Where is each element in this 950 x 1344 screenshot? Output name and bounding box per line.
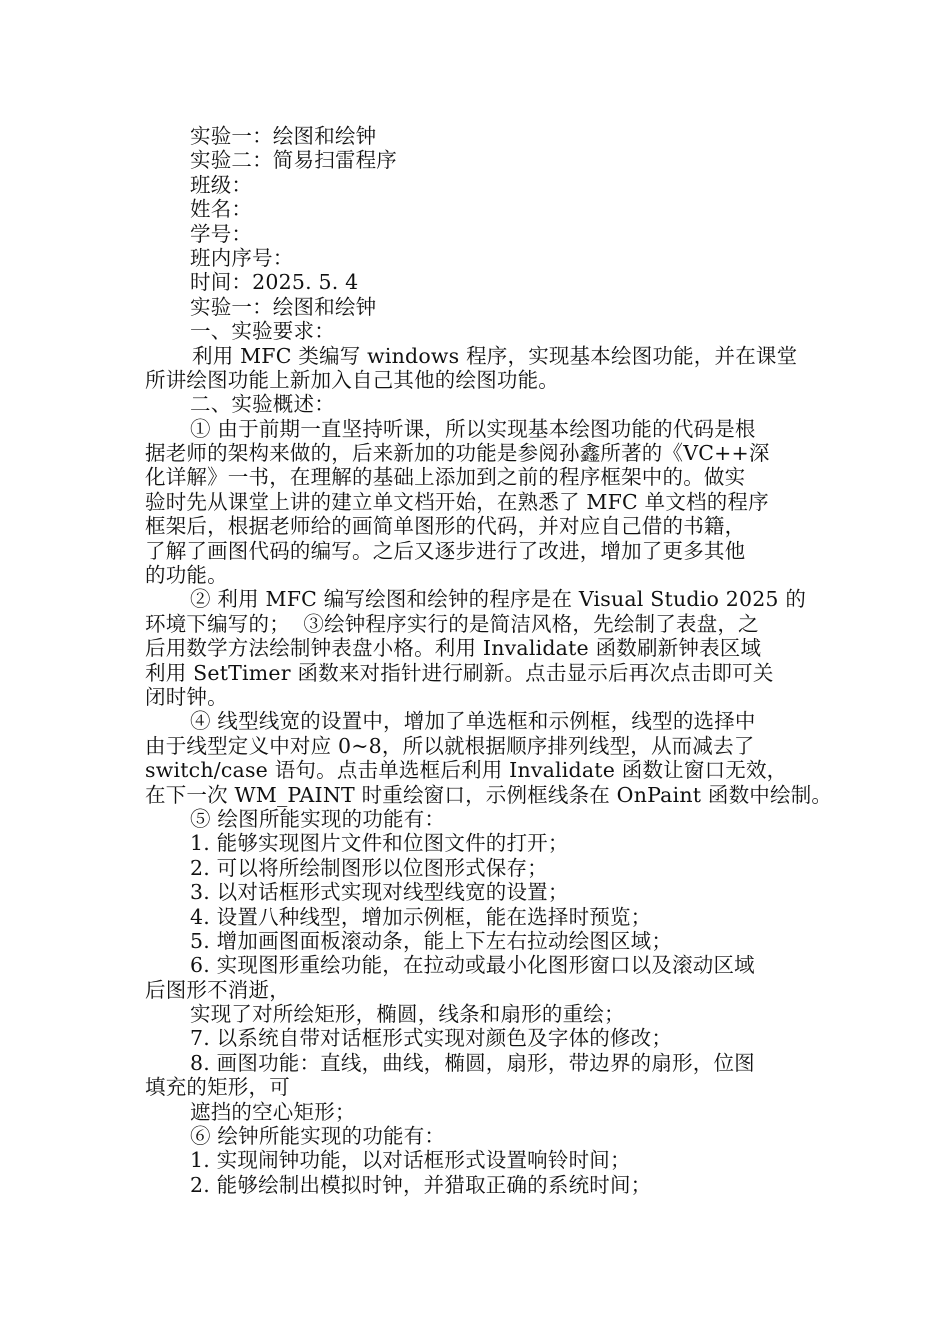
text-line: 实验二：简易扫雷程序 <box>190 148 397 173</box>
text-line: 一、实验要求： <box>190 319 335 344</box>
text-line: 了解了画图代码的编写。之后又逐步进行了改进，增加了更多其他 <box>145 538 746 563</box>
text-line: 时间：2025. 5. 4 <box>190 270 359 295</box>
text-line: 1. 能够实现图片文件和位图文件的打开； <box>190 831 569 856</box>
text-line: 1. 实现闹钟功能，以对话框形式设置响铃时间； <box>190 1148 631 1173</box>
text-line: 4. 设置八种线型，增加示例框，能在选择时预览； <box>190 904 652 929</box>
text-line: 后图形不消逝， <box>145 977 290 1002</box>
text-line: 框架后，根据老师给的画简单图形的代码，并对应自己借的书籍， <box>145 514 746 539</box>
text-line: 班级： <box>190 172 253 197</box>
text-line: 利用 MFC 类编写 windows 程序，实现基本绘图功能，并在课堂 <box>192 343 798 368</box>
text-line: 8. 画图功能：直线，曲线，椭圆，扇形，带边界的扇形，位图 <box>190 1050 755 1075</box>
text-line: 7. 以系统自带对话框形式实现对颜色及字体的修改； <box>190 1026 673 1051</box>
text-line: 2. 可以将所绘制图形以位图形式保存； <box>190 855 548 880</box>
text-line: 闭时钟。 <box>145 684 228 709</box>
text-line: 的功能。 <box>145 563 228 588</box>
text-line: 6. 实现图形重绘功能，在拉动或最小化图形窗口以及滚动区域 <box>190 953 755 978</box>
text-line: 化详解》一书，在理解的基础上添加到之前的程序框架中的。做实 <box>145 465 746 490</box>
text-line: 所讲绘图功能上新加入自己其他的绘图功能。 <box>145 367 559 392</box>
text-line: 实验一：绘图和绘钟 <box>190 124 377 148</box>
text-line: 5. 增加画图面板滚动条，能上下左右拉动绘图区域； <box>190 928 673 953</box>
text-line: 据老师的架构来做的，后来新加的功能是参阅孙鑫所著的《VC++深 <box>145 441 770 466</box>
text-line: 利用 SetTimer 函数来对指针进行刷新。点击显示后再次点击即可关 <box>145 660 774 685</box>
text-line: 填充的矩形，可 <box>145 1075 290 1100</box>
text-line: 验时先从课堂上讲的建立单文档开始，在熟悉了 MFC 单文档的程序 <box>145 489 769 514</box>
text-line: 由于线型定义中对应 0~8，所以就根据顺序排列线型，从而减去了 <box>145 733 755 758</box>
text-line: 后用数学方法绘制钟表盘小格。利用 Invalidate 函数刷新钟表区域 <box>145 636 762 661</box>
text-line: ⑥ 绘钟所能实现的功能有： <box>190 1124 446 1149</box>
text-line: 二、实验概述： <box>190 392 335 417</box>
text-line: 2. 能够绘制出模拟时钟，并猎取正确的系统时间； <box>190 1172 652 1197</box>
text-line: 学号： <box>190 221 253 246</box>
text-line: 班内序号： <box>190 245 294 270</box>
text-line: 3. 以对话框形式实现对线型线宽的设置； <box>190 880 569 905</box>
text-line: 实验一：绘图和绘钟 <box>190 294 377 319</box>
text-line: 遮挡的空心矩形； <box>190 1099 356 1124</box>
document-body <box>145 124 833 1197</box>
text-line: ② 利用 MFC 编写绘图和绘钟的程序是在 Visual Studio 2025 的 <box>190 587 807 612</box>
text-line: 在下一次 WM_PAINT 时重绘窗口，示例框线条在 OnPaint 函数中绘制。 <box>145 782 833 807</box>
text-line: ⑤ 绘图所能实现的功能有： <box>190 806 446 831</box>
text-line: 实现了对所绘矩形，椭圆，线条和扇形的重绘； <box>190 1002 625 1027</box>
text-line: ① 由于前期一直坚持听课，所以实现基本绘图功能的代码是根 <box>190 416 756 441</box>
text-line: 环境下编写的； ③绘钟程序实行的是简洁风格，先绘制了表盘，之 <box>145 611 759 636</box>
text-line: ④ 线型线宽的设置中，增加了单选框和示例框，线型的选择中 <box>190 709 756 734</box>
text-line: 姓名： <box>190 197 253 222</box>
text-line: switch/case 语句。点击单选框后利用 Invalidate 函数让窗口无效， <box>145 758 788 783</box>
